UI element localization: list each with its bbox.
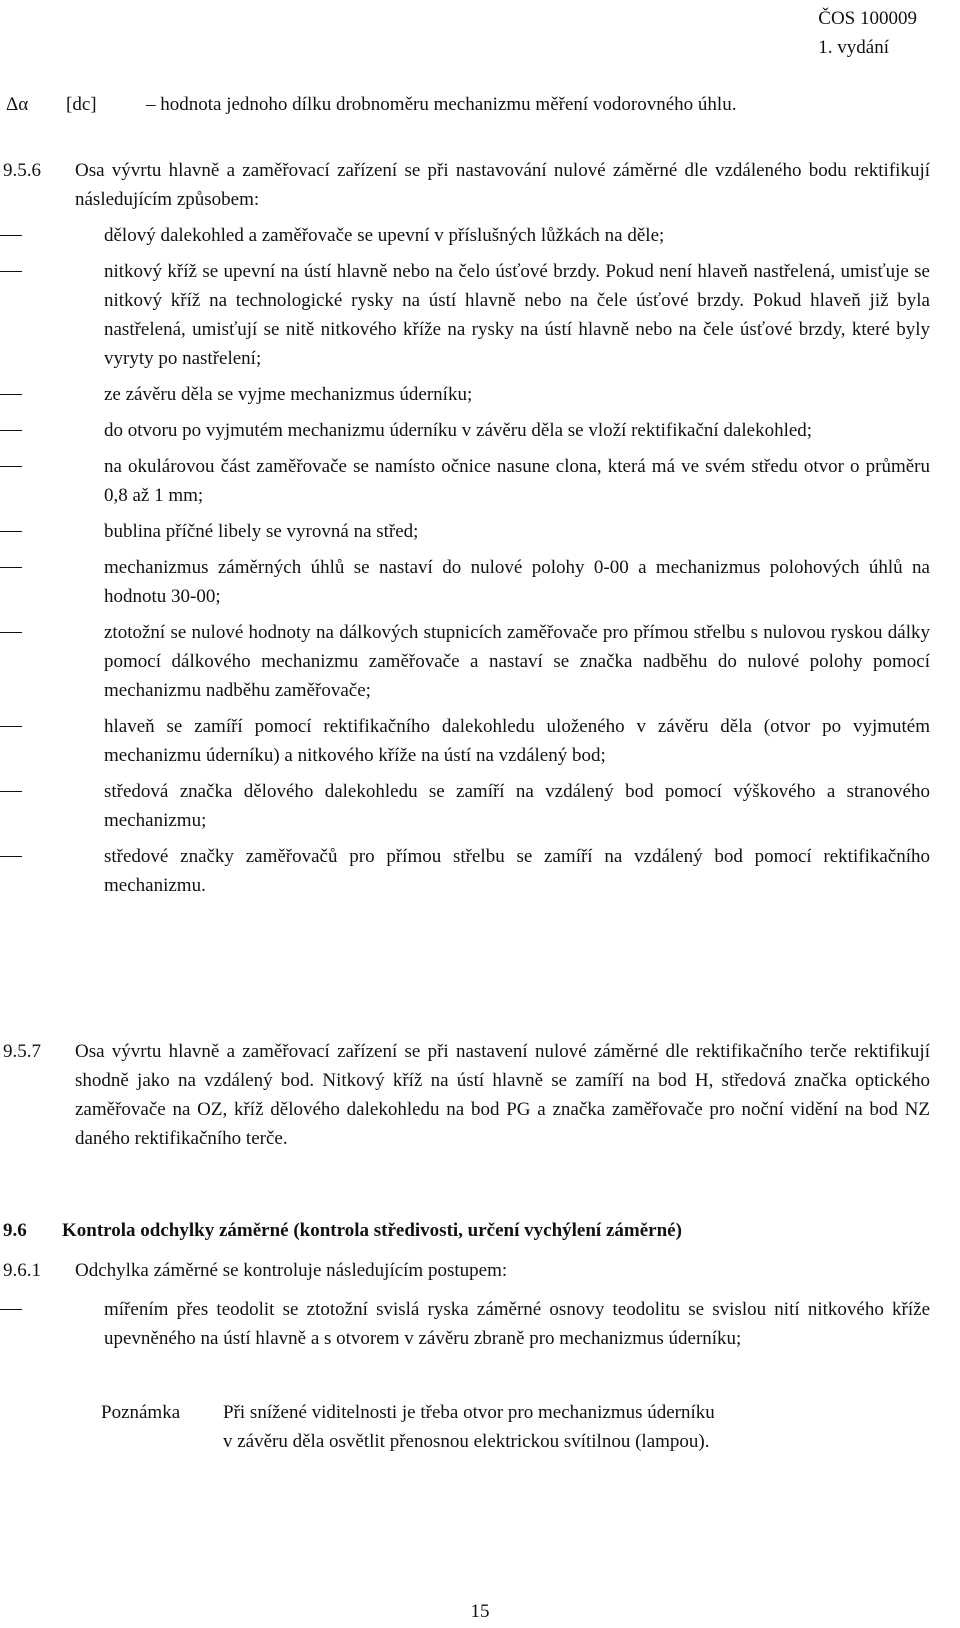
section-intro: Odchylka záměrné se kontroluje následujícím postupem: <box>75 1260 508 1281</box>
list-item: bublina příčné libely se vyrovná na střed; <box>104 517 930 546</box>
list-item: středová značka dělového dalekohledu se zamíří na vzdálený bod pomocí výškového a stranového mechanizmu; <box>104 777 930 835</box>
list-item: ztotožní se nulové hodnoty na dálkových stupnicích zaměřovače pro přímou střelbu s nulovou ryskou dálky pomocí dálkového mechanizmu zaměřovače a nastaví se značka nadběhu do nulové polohy pomocí mechanizmu nadběhu zaměřovače; <box>104 618 930 705</box>
section-text: Osa vývrtu hlavně a zaměřovací zařízení se při nastavení nulové záměrné dle rektifikačního terče rektifikují shodně jako na vzdálený bod. Nitkový kříž na ústí hlavně se zamíří na bod H, středová značka optického zaměřovače na OZ, kříž dělového dalekohledu na bod PG a značka zaměřovače pro noční vidění na bod NZ daného rektifikačního terče. <box>75 1041 930 1149</box>
section-number: 9.5.6 <box>3 160 41 181</box>
bullet-list <box>0 221 930 900</box>
dash-marker <box>0 567 22 568</box>
section-9-6-1 <box>0 1256 930 1353</box>
dash-marker <box>0 726 22 727</box>
dash-marker <box>0 632 22 633</box>
note-label: Poznámka <box>101 1402 181 1423</box>
list-item: nitkový kříž se upevní na ústí hlavně nebo na čelo úsťové brzdy. Pokud není hlaveň nastřelená, umisťuje se nitkový kříž na technologické rysky na ústí hlavně nebo na čele úsťové brzdy. Pokud hlaveň již byla nastřelená, umisťují se nitě nitkového kříže na rysky na ústí hlavně nebo na čele úsťové brzdy, které byly vyryty po nastřelení; <box>104 257 930 373</box>
dash-marker <box>0 430 22 431</box>
section-9-6 <box>0 1216 930 1245</box>
definition-row <box>6 90 736 119</box>
bullet-list <box>0 1295 930 1353</box>
dash-marker <box>0 394 22 395</box>
section-number: 9.5.7 <box>3 1041 41 1062</box>
edition-label: 1. vydání <box>818 37 889 58</box>
list-item: dělový dalekohled a zaměřovače se upevní v příslušných lůžkách na děle; <box>104 221 930 250</box>
note-block <box>101 1398 715 1456</box>
dash-marker <box>0 856 22 857</box>
dash-marker <box>0 531 22 532</box>
list-item: středové značky zaměřovačů pro přímou střelbu se zamíří na vzdálený bod pomocí rektifikačního mechanizmu. <box>104 842 930 900</box>
page-number: 15 <box>470 1601 490 1622</box>
dash-marker <box>0 271 22 272</box>
definition-unit: [dc] <box>66 94 97 115</box>
standard-number: ČOS 100009 <box>818 8 917 29</box>
definition-symbol: Δα <box>6 94 29 115</box>
list-item: mechanizmus záměrných úhlů se nastaví do nulové polohy 0-00 a mechanizmus polohových úhlů na hodnotu 30-00; <box>104 553 930 611</box>
section-number: 9.6 <box>3 1220 27 1241</box>
dash-marker <box>0 235 22 236</box>
section-heading: Kontrola odchylky záměrné (kontrola středivosti, určení vychýlení záměrné) <box>62 1220 682 1241</box>
section-9-5-7 <box>0 1037 930 1153</box>
section-9-5-6 <box>0 156 930 900</box>
definition-text: – hodnota jednoho dílku drobnoměru mechanizmu měření vodorovného úhlu. <box>146 94 737 115</box>
list-item: mířením přes teodolit se ztotožní svislá ryska záměrné osnovy teodolitu se svislou nití nitkového kříže upevněného na ústí hlavně a s otvorem v závěru zbraně pro mechanizmus úderníku; <box>104 1295 930 1353</box>
list-item: do otvoru po vyjmutém mechanizmu úderníku v závěru děla se vloží rektifikační dalekohled; <box>104 416 930 445</box>
note-line: Při snížené viditelnosti je třeba otvor pro mechanizmus úderníku <box>223 1402 715 1423</box>
section-number: 9.6.1 <box>3 1260 41 1281</box>
list-item: hlaveň se zamíří pomocí rektifikačního dalekohledu uloženého v závěru děla (otvor po vyjmutém mechanizmu úderníku) a nitkového kříže na ústí na vzdálený bod; <box>104 712 930 770</box>
note-text <box>223 1398 715 1456</box>
document-header <box>818 4 917 62</box>
dash-marker <box>0 466 22 467</box>
list-item: na okulárovou část zaměřovače se namísto očnice nasune clona, která má ve svém středu otvor o průměru 0,8 až 1 mm; <box>104 452 930 510</box>
section-intro: Osa vývrtu hlavně a zaměřovací zařízení se při nastavování nulové záměrné dle vzdáleného bodu rektifikují následujícím způsobem: <box>75 160 930 210</box>
list-item: ze závěru děla se vyjme mechanizmus úderníku; <box>104 380 930 409</box>
dash-marker <box>0 791 22 792</box>
note-line: v závěru děla osvětlit přenosnou elektrickou svítilnou (lampou). <box>223 1431 710 1452</box>
dash-marker <box>0 1309 22 1310</box>
